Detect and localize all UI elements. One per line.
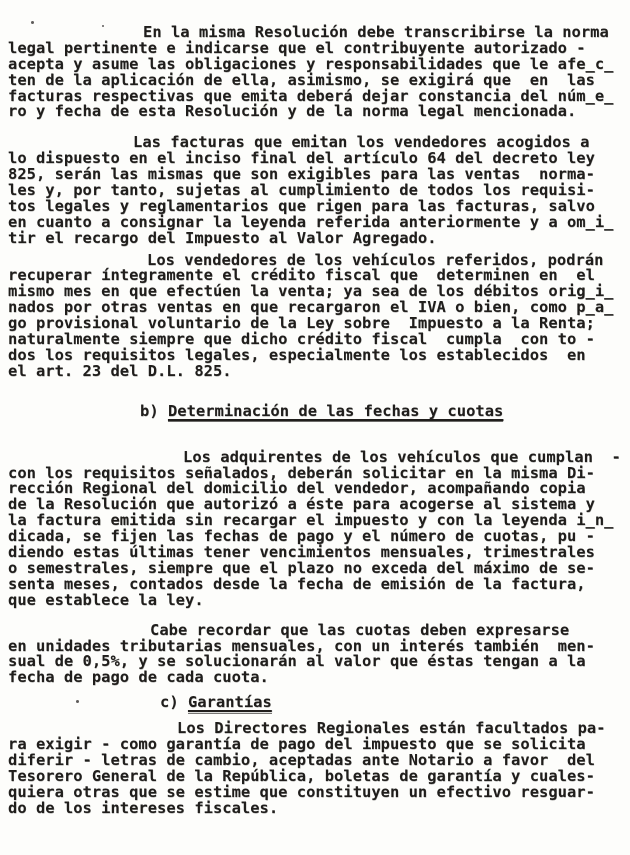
text-line: tos legales y reglamentarios que rigen para las facturas, salvo <box>8 196 595 215</box>
text-line: dicada, se fijen las fechas de pago y el número de cuotas, pu - <box>8 527 595 546</box>
scan-speck <box>76 700 79 703</box>
scan-speck <box>31 21 34 24</box>
text-line: Los vendedores de los vehículos referidos, podrán <box>147 250 604 269</box>
text-line: en cuanto a consignar la leyenda referida anteriormente y a om̲i̲ <box>8 212 614 231</box>
paragraph <box>8 447 626 609</box>
text-line: 825, serán las mismas que son exigibles para las ventas norma- <box>8 165 595 184</box>
text-line: go provisional voluntario de la Ley sobre Impuesto a la Renta; <box>8 314 595 333</box>
text-line: o semestrales, siempre que el plazo no exceda del máximo de se- <box>8 558 595 577</box>
section-heading <box>160 695 626 715</box>
section-label: b) <box>140 401 168 420</box>
text-line: Las facturas que emitan los vendedores acogidos a <box>133 133 590 152</box>
text-line: Cabe recordar que las cuotas deben expresarse <box>150 620 570 639</box>
text-line: ro y fecha de esta Resolución y de la norma legal mencionada. <box>8 102 577 121</box>
text-line: dos los requisitos legales, especialmente los establecidos en <box>8 345 586 364</box>
text-line: naturalmente siempre que dicho crédito fiscal cumpla con to - <box>8 330 595 349</box>
text-line: do de los intereses fiscales. <box>8 798 279 817</box>
section-label: c) <box>160 693 188 712</box>
scan-speck <box>102 25 104 27</box>
text-line: en unidades tributarias mensuales, con un interés también men- <box>8 636 595 655</box>
text-line: el art. 23 del D.L. 825. <box>8 361 232 380</box>
text-line: que establece la ley. <box>8 590 204 609</box>
section-title: Determinación de las fechas y cuotas <box>168 402 503 423</box>
text-line: de la Resolución que autorizó a éste para acogerse al sistema y <box>8 495 595 514</box>
text-line: les y, por tanto, sujetas al cumplimiento de todos los requisi- <box>8 181 595 200</box>
text-line: Tesorero General de la República, boletas de garantía y cuales- <box>8 766 595 785</box>
document-body <box>8 25 626 817</box>
text-line: sual de 0,5%, y se solucionarán al valor que éstas tengan a la <box>8 652 586 671</box>
text-line: diendo estas últimas tener vencimientos mensuales, trimestrales <box>8 543 595 562</box>
text-line: tir el recargo del Impuesto al Valor Agregado. <box>8 228 437 247</box>
text-line: fecha de pago de cada cuota. <box>8 668 269 687</box>
text-line: En la misma Resolución debe transcribirse la norma <box>143 23 609 41</box>
section-title: Garantías <box>188 693 272 714</box>
text-line: la factura emitida sin recargar el impuesto y con la leyenda i̲n̲ <box>8 511 614 530</box>
text-line: facturas respectivas que emita deberá dejar constancia del núm̲e̲ <box>8 86 614 105</box>
text-line: acepta y asume las obligaciones y responsabilidades que le afe̲c̲ <box>8 54 614 73</box>
text-line: ra exigir - como garantía de pago del impuesto que se solicita <box>8 735 586 754</box>
paragraph <box>8 620 626 687</box>
text-line: Los Directores Regionales están facultados pa- <box>177 719 606 738</box>
text-line: con los requisitos señalados, deberán solicitar en la misma Di- <box>8 463 595 482</box>
paragraph <box>8 721 626 816</box>
text-line: rección Regional del domicilio del vendedor, acompañando copia <box>8 479 586 498</box>
paragraph <box>8 250 626 380</box>
text-line: senta meses, contados desde la fecha de emisión de la factura, <box>8 574 586 593</box>
text-line: diferir - letras de cambio, aceptadas ante Notario a favor del <box>8 750 595 769</box>
text-line: Los adquirentes de los vehículos que cumplan - <box>183 447 621 466</box>
paragraph <box>8 25 626 120</box>
text-line: legal pertinente e indicarse que el contribuyente autorizado - <box>8 38 586 57</box>
text-line: mismo mes en que efectúen la venta; ya sea de los débitos orig̲i̲ <box>8 282 614 301</box>
text-line: quiera otras que se estime que constituyen un efectivo resguar- <box>8 782 595 801</box>
paragraph <box>8 135 626 246</box>
text-line: nados por otras ventas en que recargaron el IVA o bien, como p̲a̲ <box>8 298 614 317</box>
text-line: lo dispuesto en el inciso final del artículo 64 del decreto ley <box>8 149 595 168</box>
text-line: recuperar íntegramente el crédito fiscal que determinen en el <box>8 266 595 285</box>
section-heading <box>140 401 626 424</box>
text-line: ten de la aplicación de ella, asimismo, se exigirá que en las <box>8 70 595 89</box>
